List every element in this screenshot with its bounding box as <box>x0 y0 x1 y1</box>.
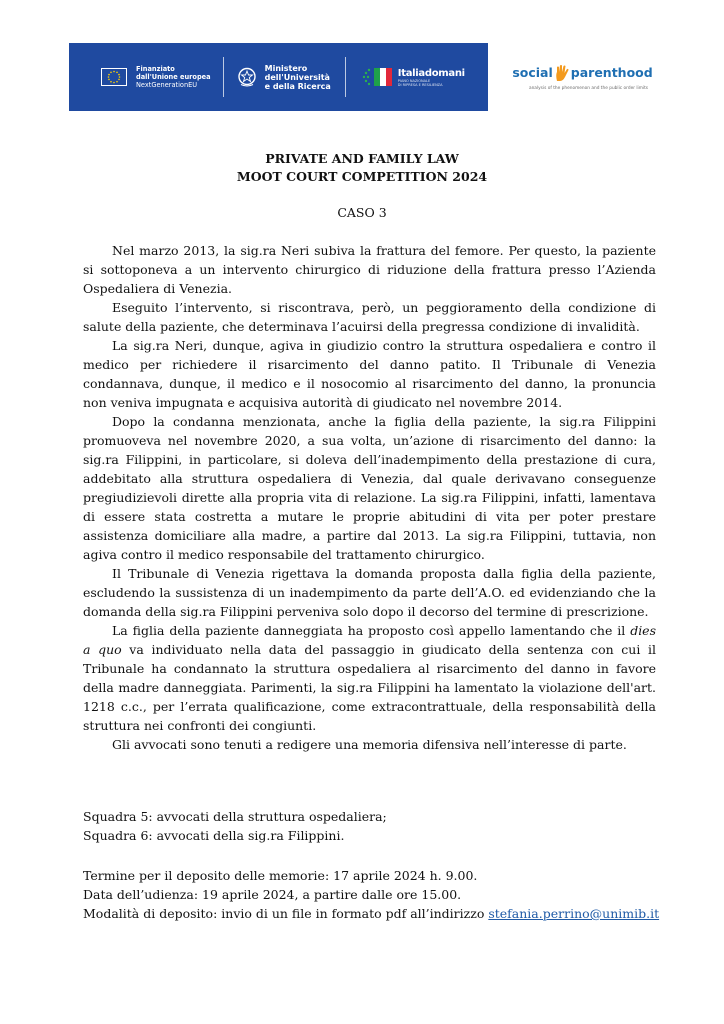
team-6: Squadra 6: avvocati della sig.ra Filippini. <box>83 828 345 843</box>
title-line-2: MOOT COURT COMPETITION 2024 <box>236 169 488 184</box>
paragraph-4: Dopo la condanna menzionata, anche la figlia della paziente, la sig.ra Filippini promuoveva nel novembre 2020, a sua volta, un’azione di risarcimento del danno: la sig.ra Filippini, in particolare, si doleva dell’inadempimento della prestazione di cura, addebitato alla struttura ospedaliera di Venezia, dal quale derivavano conseguenze pregiudizievoli dirette alla propria vita di relazione. La sig.ra Filippini, infatti, lamentava di essere stata costretta a mutare le proprie abitudini di vita per poter prestare assistenza domiciliare alla madre, a partire dal 2013. La sig.ra Filippini, tuttavia, non agiva contro il medico responsabile del trattamento chirurgico. <box>83 414 656 562</box>
eu-funding-logo <box>101 65 211 89</box>
italiadomani-sub-1: PIANO NAZIONALE <box>397 78 431 83</box>
paragraph-5: Il Tribunale di Venezia rigettava la domanda proposta dalla figlia della paziente, escludendo la sussistenza di un inadempimento da parte dell’A.O. ed evidenziando che la domanda della sig.ra Filippini perveniva solo dopo il decorso del termine di prescrizione. <box>83 566 656 619</box>
social-parenthood-logo <box>500 43 665 111</box>
title-line-1: PRIVATE AND FAMILY LAW <box>265 151 459 166</box>
paragraph-7: Gli avvocati sono tenuti a redigere una memoria difensiva nell’interesse di parte. <box>112 737 627 752</box>
paragraph-6-end: va individuato nella data del passaggio in giudicato della sentenza con cui il Tribunale ha condannato la struttura ospedaliera al risarcimento del danno in favore della madre danneggiata. Parimenti, la sig.ra Filippini ha lamentato la violazione dell'art. 1218 c.c., per l’errata qualificazione, come extracontrattuale, della responsabilità della struttura nei confronti dei congiunti. <box>83 642 656 733</box>
eu-line-2: dall'Unione europea <box>136 73 211 81</box>
logo-word-parenthood: parenthood <box>570 65 653 80</box>
mur-line-3: e della Ricerca <box>264 81 331 91</box>
deposit-mode-text: Modalità di deposito: invio di un file in formato pdf all’indirizzo <box>83 906 489 921</box>
paragraph-3: La sig.ra Neri, dunque, agiva in giudizio contro la struttura ospedaliera e contro il medico per richiedere il risarcimento del danno patito. Il Tribunale di Venezia condannava, dunque, il medico e il nosocomio al risarcimento del danno, la pronuncia non veniva impugnata e acquisiva autorità di giudicato nel novembre 2014. <box>83 338 656 410</box>
logo-word-social: social <box>512 65 553 80</box>
deposit-deadline: Termine per il deposito delle memorie: 17 aprile 2024 h. 9.00. <box>83 868 478 883</box>
funding-banner <box>69 43 488 111</box>
email-link[interactable]: stefania.perrino@unimib.it <box>488 906 660 921</box>
paragraph-1: Nel marzo 2013, la sig.ra Neri subiva la frattura del femore. Per questo, la paziente si sottoponeva a un intervento chirurgico di riduzione della frattura presso l’Azienda Ospedaliera di Venezia. <box>83 243 656 296</box>
dies-a-quo: dies a quo <box>83 623 656 657</box>
eu-line-3: NextGenerationEU <box>136 81 198 89</box>
team-5: Squadra 5: avvocati della struttura ospedaliera; <box>83 809 387 824</box>
hearing-date: Data dell’udienza: 19 aprile 2024, a partire dalle ore 15.00. <box>83 887 462 902</box>
teams-list <box>83 807 673 845</box>
paragraph-6-start: La figlia della paziente danneggiata ha proposto così appello lamentando che il <box>112 623 631 638</box>
eu-line-1: Finanziato <box>136 65 175 73</box>
paragraph-6 <box>83 621 656 735</box>
banner-divider <box>345 57 346 97</box>
deadlines <box>83 866 673 923</box>
eu-flag-icon <box>101 68 127 86</box>
italiadomani-logo <box>360 64 465 90</box>
logo-tagline: analysis of the phenomenon and the public order limits <box>528 85 649 91</box>
italiadomani-sub-2: DI RIPRESA E RESILIENZA <box>397 82 443 87</box>
italiadomani-title: Italiadomani <box>397 67 465 79</box>
mur-line-1: Ministero <box>264 63 308 73</box>
banner-divider <box>223 57 224 97</box>
ministry-logo <box>237 64 331 91</box>
italy-flag-icon <box>360 64 396 90</box>
case-body <box>83 241 656 754</box>
mur-line-2: dell'Università <box>264 72 330 82</box>
deposit-mode <box>83 904 673 923</box>
paragraph-2: Eseguito l’intervento, si riscontrava, però, un peggioramento della condizione di salute della paziente, che determinava l’acuirsi della pregressa condizione di invalidità. <box>83 300 656 334</box>
hand-icon <box>554 64 570 82</box>
case-label: CASO 3 <box>337 205 387 220</box>
italian-emblem-icon <box>237 66 257 88</box>
